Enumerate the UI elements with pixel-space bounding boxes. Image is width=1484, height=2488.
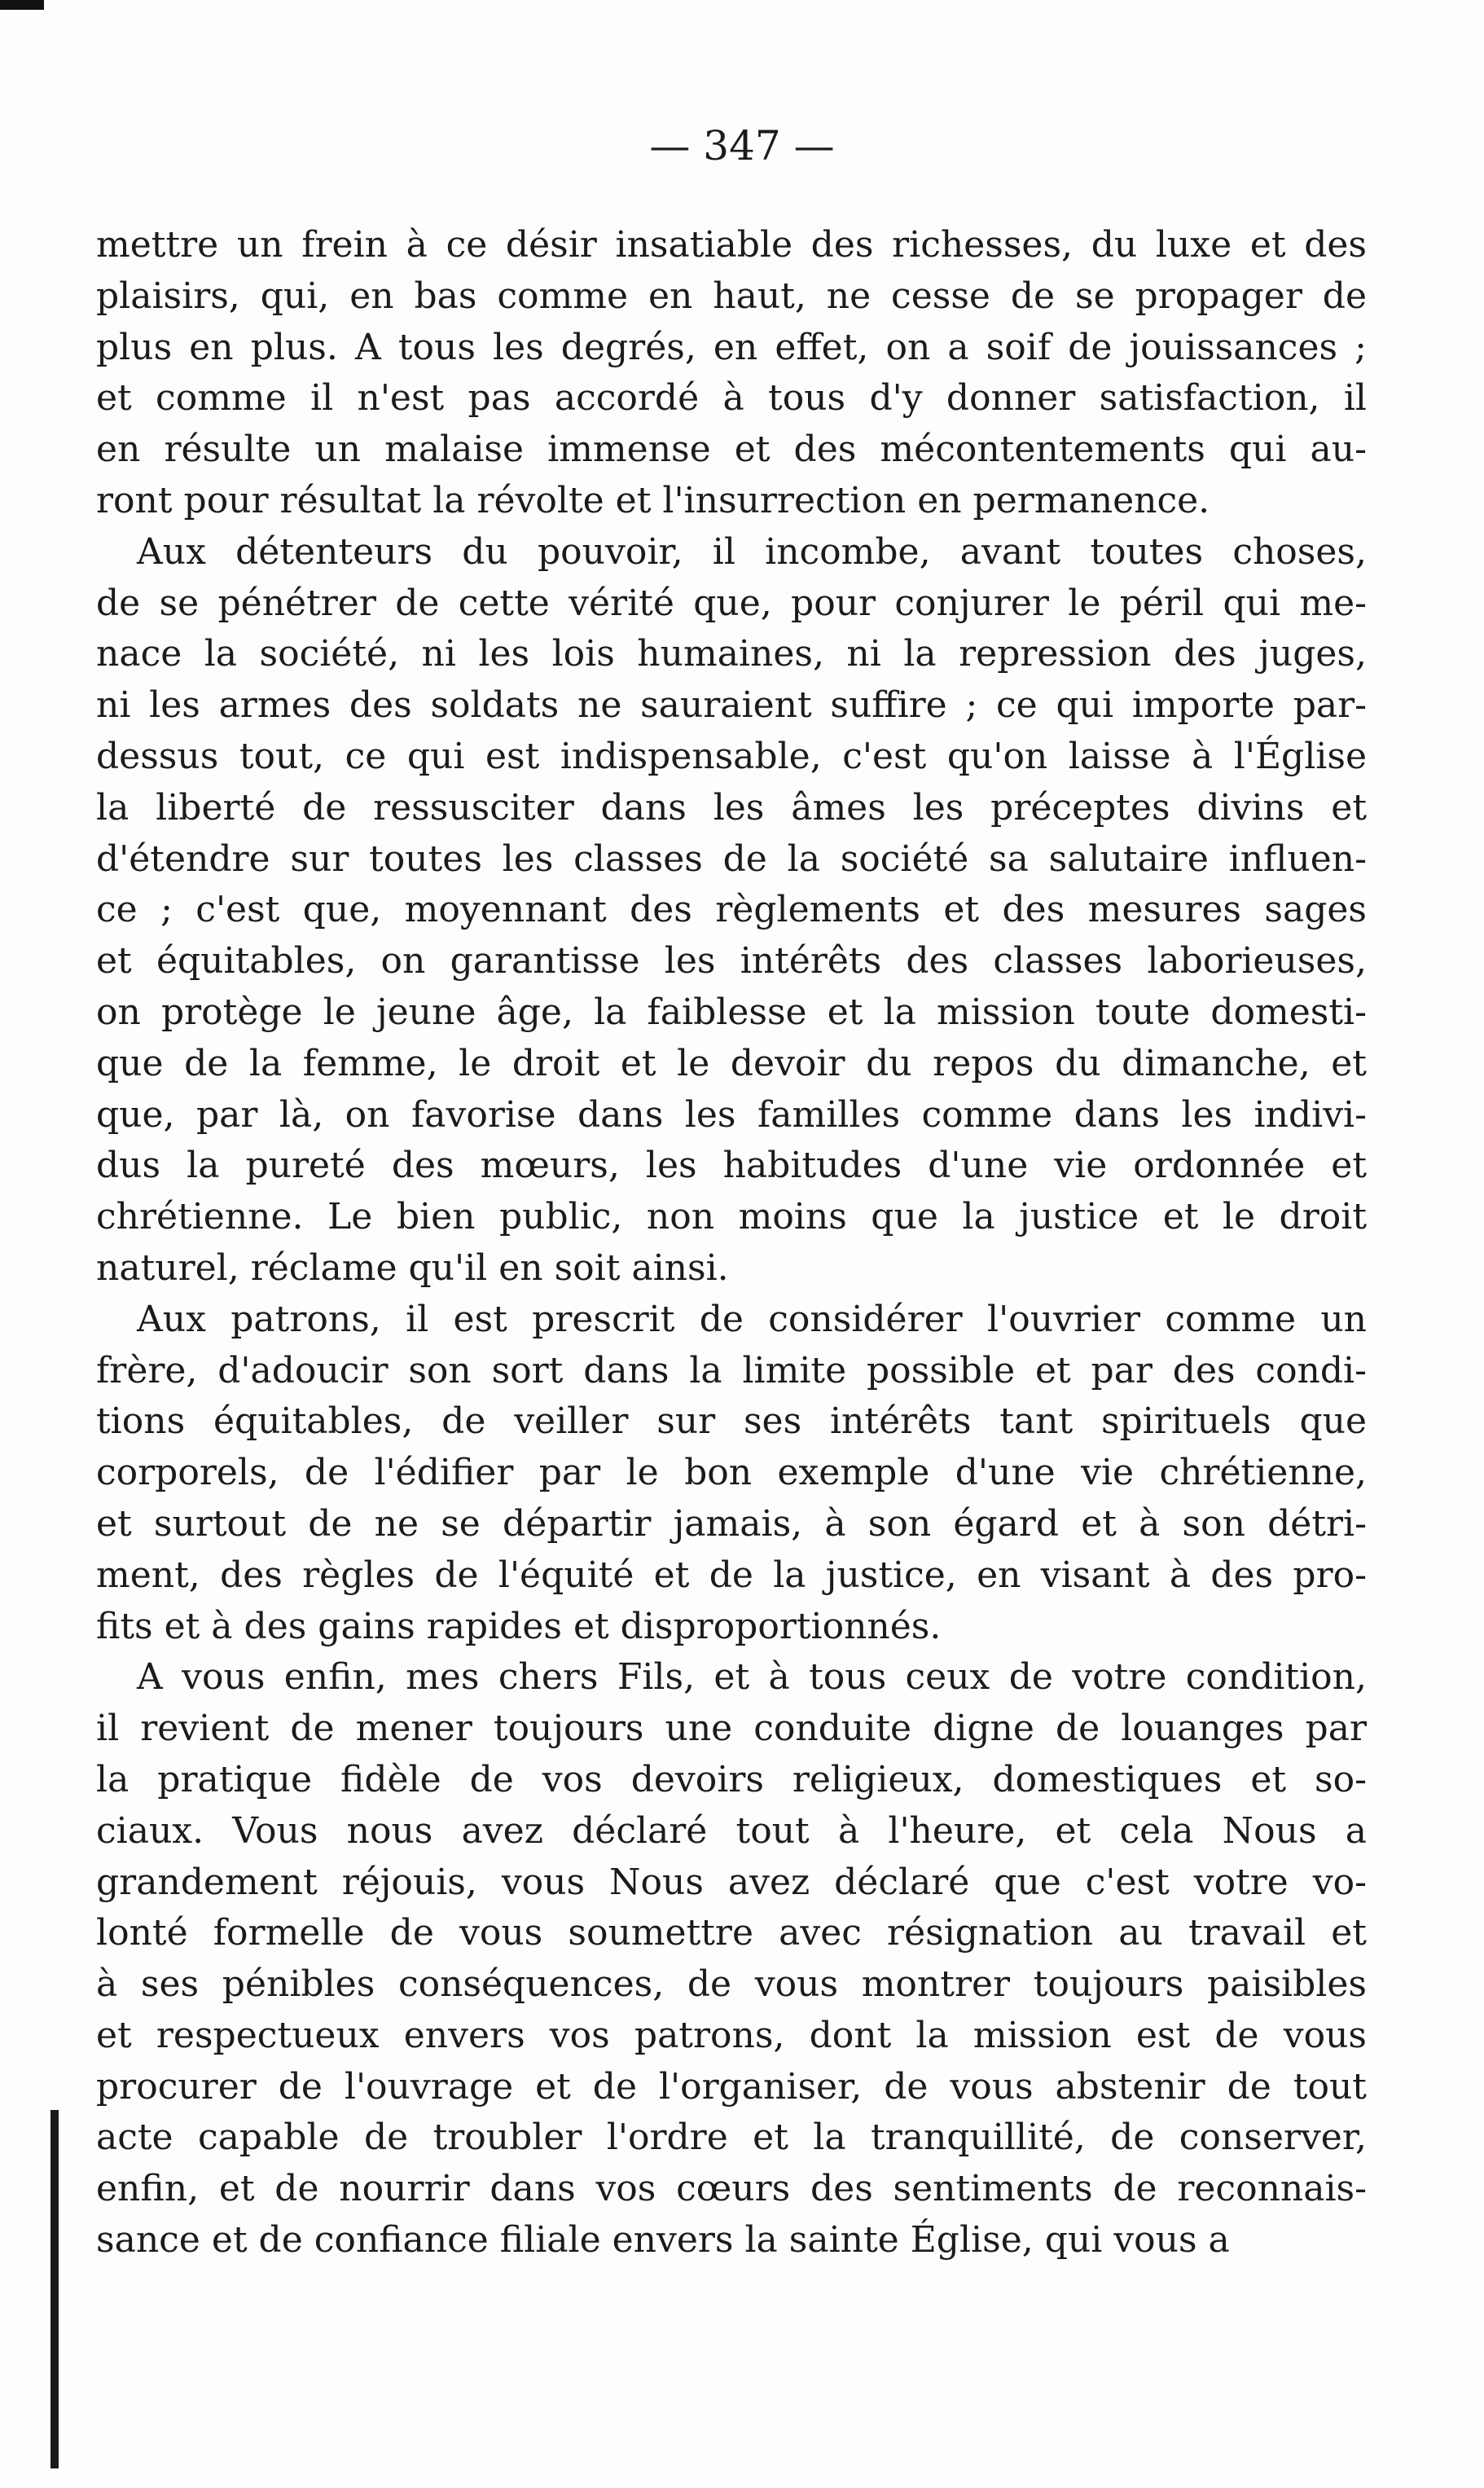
text-line: de se pénétrer de cette vérité que, pour conjurer le péril qui me- [96,582,1367,624]
text-line: grandement réjouis, vous Nous avez déclaré que c'est votre vo- [96,1861,1367,1903]
text-line: Aux détenteurs du pouvoir, il incombe, avant toutes choses, [137,530,1367,573]
text-line: A vous enfin, mes chers Fils, et à tous ceux de votre condition, [137,1656,1367,1699]
text-line: et respectueux envers vos patrons, dont la mission est de vous [96,2014,1367,2056]
text-line: acte capable de troubler l'ordre et la tranquillité, de conserver, [96,2117,1367,2159]
text-line: et comme il n'est pas accordé à tous d'y donner satisfaction, il [96,377,1367,420]
text-line: lonté formelle de vous soumettre avec résignation au travail et [96,1912,1367,1954]
text-line: la pratique fidèle de vos devoirs religieux, domestiques et so- [96,1758,1367,1800]
text-line: dus la pureté des mœurs, les habitudes d'une vie ordonnée et [96,1145,1367,1187]
text-line: tions équitables, de veiller sur ses intérêts tant spirituels que [96,1400,1367,1443]
text-line: ment, des règles de l'équité et de la justice, en visant à des pro- [96,1554,1367,1596]
text-line: en résulte un malaise immense et des mécontentements qui au- [96,429,1367,471]
text-line: la liberté de ressusciter dans les âmes les préceptes divins et [96,786,1367,829]
text-line: et surtout de ne se départir jamais, à son égard et à son détri- [96,1502,1367,1545]
text-line: naturel, réclame qu'il en soit ainsi. [96,1246,729,1289]
text-line: et équitables, on garantisse les intérêts des classes laborieuses, [96,940,1367,982]
text-line: Aux patrons, il est prescrit de considérer l'ouvrier comme un [137,1298,1367,1340]
text-line: sance et de confiance filiale envers la sainte Église, qui vous a [96,2219,1230,2262]
text-line: chrétienne. Le bien public, non moins que la justice et le droit [96,1196,1367,1238]
text-line: dessus tout, ce qui est indispensable, c'est qu'on laisse à l'Église [96,735,1367,777]
text-line: que de la femme, le droit et le devoir du repos du dimanche, et [96,1042,1367,1084]
text-line: ciaux. Vous nous avez déclaré tout à l'heure, et cela Nous a [96,1809,1367,1852]
text-line: enfin, et de nourrir dans vos cœurs des sentiments de reconnais- [96,2168,1367,2210]
text-line: ni les armes des soldats ne sauraient suffire ; ce qui importe par- [96,684,1367,727]
text-line: fits et à des gains rapides et disproportionnés. [96,1605,942,1647]
text-line: d'étendre sur toutes les classes de la société sa salutaire influen- [96,837,1367,880]
scan-edge-shadow [50,2110,59,2468]
text-line: procurer de l'ouvrage et de l'organiser, de vous abstenir de tout [96,2065,1367,2108]
text-line: à ses pénibles conséquences, de vous montrer toujours paisibles [96,1963,1367,2006]
text-line: ce ; c'est que, moyennant des règlements et des mesures sages [96,889,1367,931]
text-line: corporels, de l'édifier par le bon exemple d'une vie chrétienne, [96,1452,1367,1494]
text-line: frère, d'adoucir son sort dans la limite possible et par des condi- [96,1349,1367,1391]
scan-corner-mark [0,0,44,10]
text-line: plus en plus. A tous les degrés, en effet, on a soif de jouissances ; [96,326,1367,368]
text-line: plaisirs, qui, en bas comme en haut, ne cesse de se propager de [96,275,1367,317]
text-line: que, par là, on favorise dans les familles comme dans les indivi- [96,1093,1367,1136]
text-line: il revient de mener toujours une conduite digne de louanges par [96,1708,1367,1750]
page-number: — 347 — [649,122,835,169]
text-line: nace la société, ni les lois humaines, ni la repression des juges, [96,633,1367,675]
text-line: ront pour résultat la révolte et l'insurrection en permanence. [96,479,1210,521]
body-text [96,220,1367,2266]
text-line: mettre un frein à ce désir insatiable des richesses, du luxe et des [96,224,1367,266]
text-line: on protège le jeune âge, la faiblesse et la mission toute domesti- [96,991,1367,1033]
